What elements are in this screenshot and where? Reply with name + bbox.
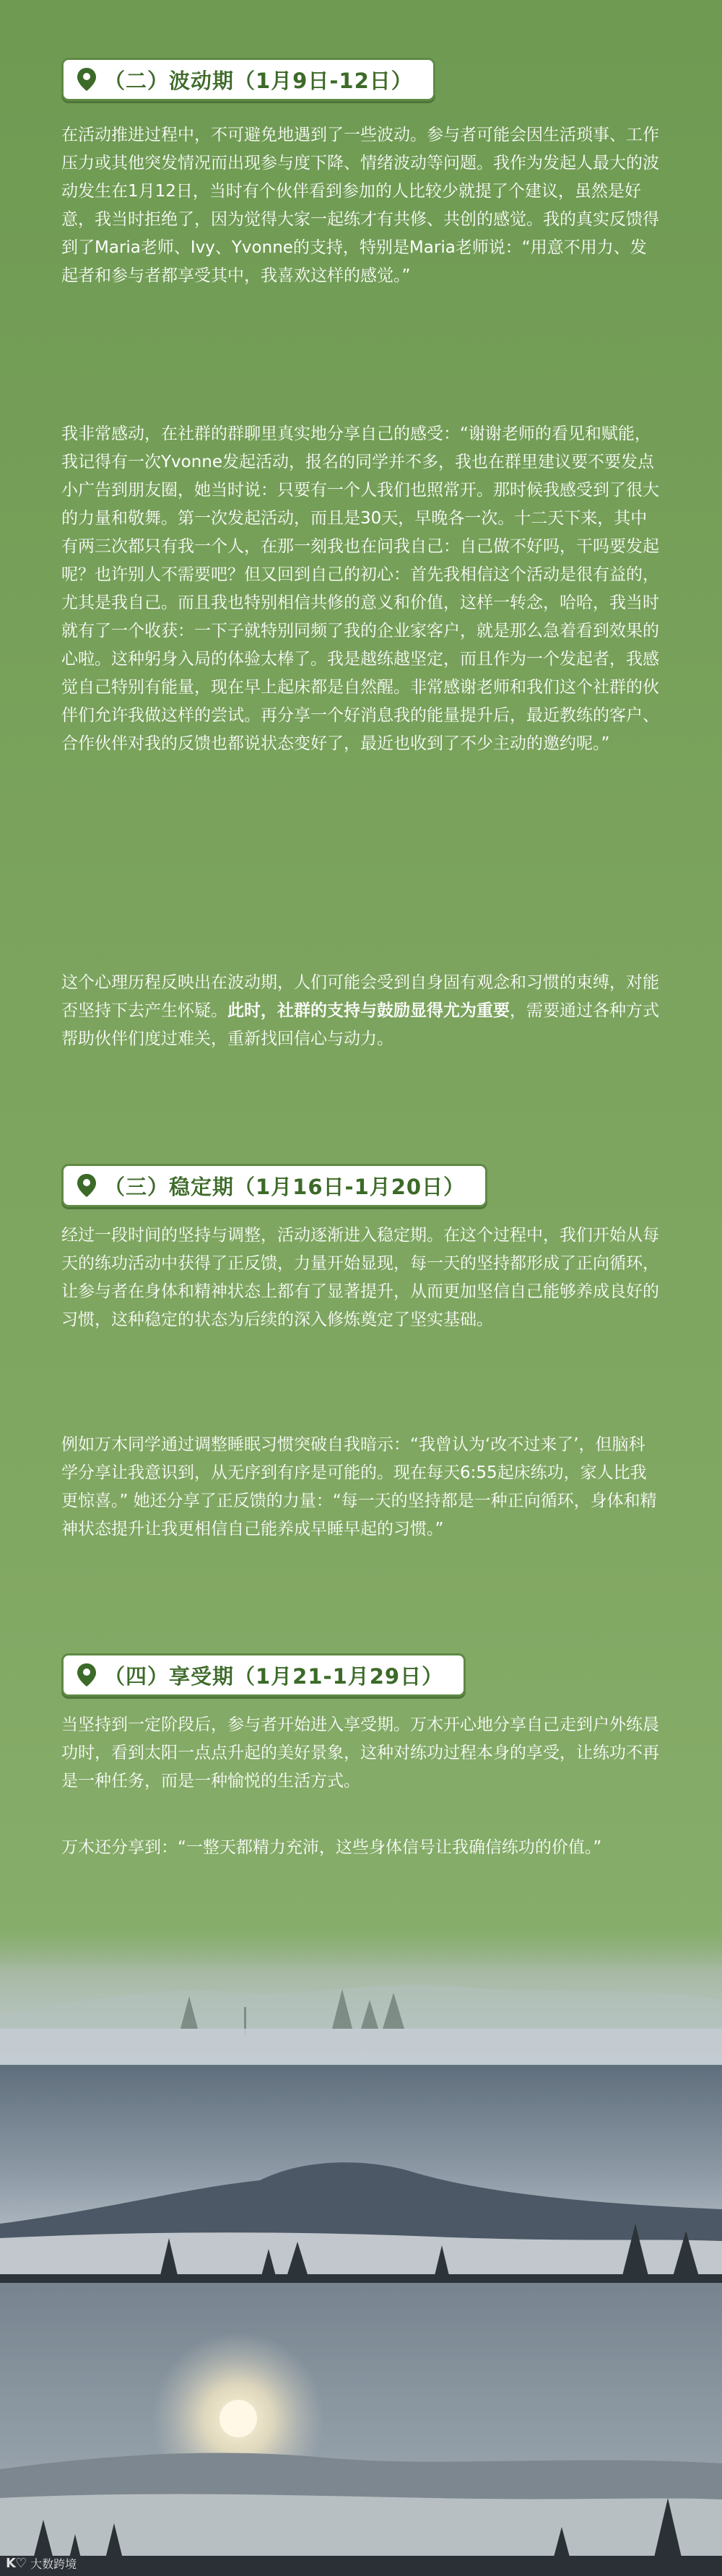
paragraph: 在活动推进过程中，不可避免地遇到了一些波动。参与者可能会因生活琐事、工作压力或其他突发情况而出现参与度下降、情绪波动等问题。我作为发起人最大的波动发生在1月12日，当时有个伙伴看到参加的人比较少就提了个建议，虽然是好意，我当时拒绝了，因为觉得大家一起练才有共修、共创的感觉。我的真实反馈得到了Maria老师、Ivy、Yvonne的支持，特别是Maria老师说：“用意不用力、发起者和参与者都享受其中，我喜欢这样的感觉。” (61, 126, 659, 285)
location-pin-icon (77, 67, 97, 92)
section-title-enjoy (61, 1653, 466, 1697)
section-title-text: （三）稳定期（1月16日-1月20日） (104, 1174, 466, 1199)
watermark (6, 2555, 77, 2572)
paragraph: 经过一段时间的坚持与调整，活动逐渐进入稳定期。在这个过程中，我们开始从每天的练功活动中获得了正反馈，力量开始显现，每一天的坚持都形成了正向循环，让参与者在身体和精神状态上都有了显著提升，从而更加坚信自己能够养成良好的习惯，这种稳定的状态为后续的深入修炼奠定了坚实基础。 (61, 1226, 659, 1329)
misty-landscape-image (0, 1920, 722, 2576)
location-pin-icon (77, 1663, 97, 1687)
location-pin-icon (77, 1173, 97, 1198)
highlight-text: 此时，社群的支持与鼓励显得尤为重要 (227, 1001, 510, 1020)
paragraph: 例如万木同学通过调整睡眠习惯突破自我暗示：“我曾认为‘改不过来了’，但脑科学分享让我意识到，从无序到有序是可能的。现在每天6:55起床练功，家人比我更惊喜。” 她还分享了正反馈的力量：“每一天的坚持都是一种正向循环，身体和精神状态提升让我更相信自己能养成早睡早起的习惯。” (61, 1435, 657, 1539)
watermark-logo: K♡ (6, 2556, 27, 2571)
section-title-text: （二）波动期（1月9日-12日） (104, 68, 413, 93)
paragraph: 当坚持到一定阶段后，参与者开始进入享受期。万木开心地分享自己走到户外练晨功时，看到太阳一点点升起的美好景象，这种对练功过程本身的享受，让练功不再是一种任务，而是一种愉悦的生活方式。 (61, 1715, 659, 1790)
paragraph-text: 这个心理历程反映出在波动期，人们可能会受到自身固有观念和习惯的束缚，对能否坚持下去产生怀疑。 (61, 973, 659, 1020)
paragraph: 万木还分享到：“一整天都精力充沛，这些身体信号让我确信练功的价值。” (61, 1838, 602, 1857)
paragraph (61, 969, 661, 1053)
section-title-text: （四）享受期（1月21-1月29日） (104, 1663, 444, 1689)
paragraph-text: ，需要通过各种方式帮助伙伴们度过难关，重新找回信心与动力。 (61, 1001, 659, 1048)
paragraph: 我非常感动，在社群的群聊里真实地分享自己的感受：“谢谢老师的看见和赋能，我记得有一次Yvonne发起活动，报名的同学并不多，我也在群里建议要不要发点小广告到朋友圈，她当时说：只要有一个人我们也照常开。那时候我感受到了很大的力量和敬舞。第一次发起活动，而且是30天，早晚各一次。十二天下来，其中有两三次都只有我一个人，在那一刻我也在问我自己：自己做不好吗，干吗要发起呢？也许别人不需要吧？但又回到自己的初心：首先我相信这个活动是很有益的，尤其是我自己。而且我也特别相信共修的意义和价值，这样一转念，哈哈，我当时就有了一个收获：一下子就特别同频了我的企业家客户，就是那么急着看到效果的心啦。这种躬身入局的体验太棒了。我是越练越坚定，而且作为一个发起者，我感觉自己特别有能量，现在早上起床都是自然醒。非常感谢老师和我们这个社群的伙伴们允许我做这样的尝试。再分享一个好消息我的能量提升后，最近教练的客户、合作伙伴对我的反馈也都说状态变好了，最近也收到了不少主动的邀约呢。” (61, 425, 659, 753)
section-title-fluctuation (61, 58, 435, 101)
section-title-stable (61, 1164, 487, 1207)
watermark-text: 大数跨境 (30, 2557, 77, 2571)
